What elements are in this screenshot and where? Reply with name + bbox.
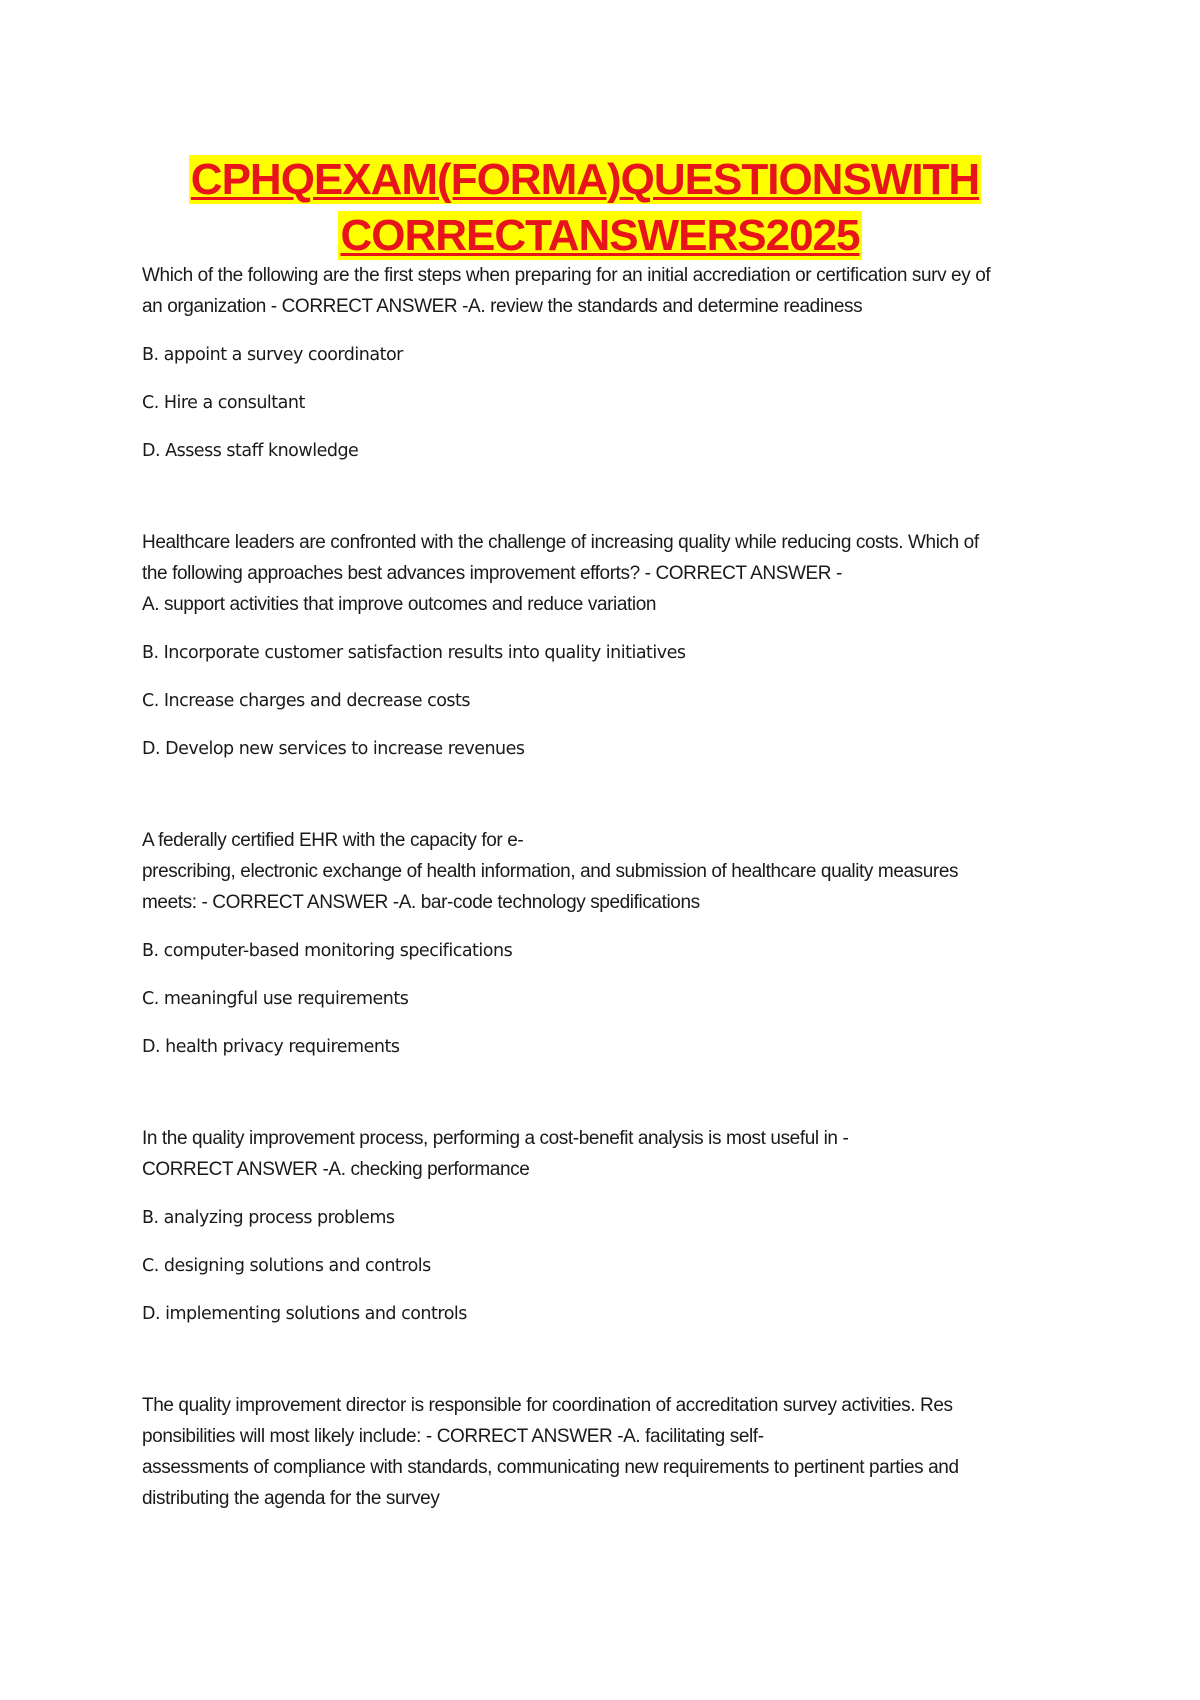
answer-option: D. health privacy requirements — [142, 1037, 400, 1057]
question-block — [142, 260, 1082, 467]
answer-option: C. Increase charges and decrease costs — [142, 691, 471, 711]
answer-option: D. implementing solutions and controls — [142, 1304, 467, 1324]
question-block — [142, 1123, 1082, 1330]
answer-option: D. Develop new services to increase revenues — [142, 739, 525, 759]
question-block — [142, 1390, 1082, 1514]
title-line-2-text: CORRECTANSWERS2025 — [340, 211, 860, 260]
answer-option: C. designing solutions and controls — [142, 1256, 431, 1276]
answer-option: B. computer-based monitoring specifications — [142, 941, 513, 961]
question-block — [142, 825, 1082, 1063]
question-text: A federally certified EHR with the capacity for e- prescribing, electronic exchange of health information, and submission of healthcare quality measures meets: - CORRECT ANSWER -A. bar-code technology spedifications — [142, 830, 959, 913]
answer-option: B. Incorporate customer satisfaction results into quality initiatives — [142, 643, 686, 663]
question-text: Healthcare leaders are confronted with the challenge of increasing quality while reducing costs. Which of the following approaches best advances improvement efforts? - CORRECT ANSWER - A. support activities that improve outcomes and reduce variation — [142, 532, 979, 615]
title-line-1 — [0, 152, 1200, 208]
answer-option: D. Assess staff knowledge — [142, 441, 359, 461]
answer-option: C. meaningful use requirements — [142, 989, 409, 1009]
title-line-1-text: CPHQEXAM(FORMA)QUESTIONSWITH — [190, 155, 980, 204]
answer-option: B. analyzing process problems — [142, 1208, 395, 1228]
answer-option: C. Hire a consultant — [142, 393, 305, 413]
question-text: In the quality improvement process, performing a cost-benefit analysis is most useful in - CORRECT ANSWER -A. checking performance — [142, 1128, 849, 1180]
question-text: The quality improvement director is responsible for coordination of accreditation survey activities. Res ponsibilities will most likely include: - CORRECT ANSWER -A. facilitating self- assessments of compliance with standards, communicating new requirements to pertinent parties and distributing the agenda for the survey — [142, 1395, 959, 1509]
title-line-2 — [0, 208, 1200, 264]
document-title — [0, 152, 1200, 264]
answer-option: B. appoint a survey coordinator — [142, 345, 403, 365]
question-text: Which of the following are the first steps when preparing for an initial accrediation or certification surv ey of an organization - CORRECT ANSWER -A. review the standards and determine readiness — [142, 265, 991, 317]
question-block — [142, 527, 1082, 765]
question-list — [142, 260, 1082, 1532]
